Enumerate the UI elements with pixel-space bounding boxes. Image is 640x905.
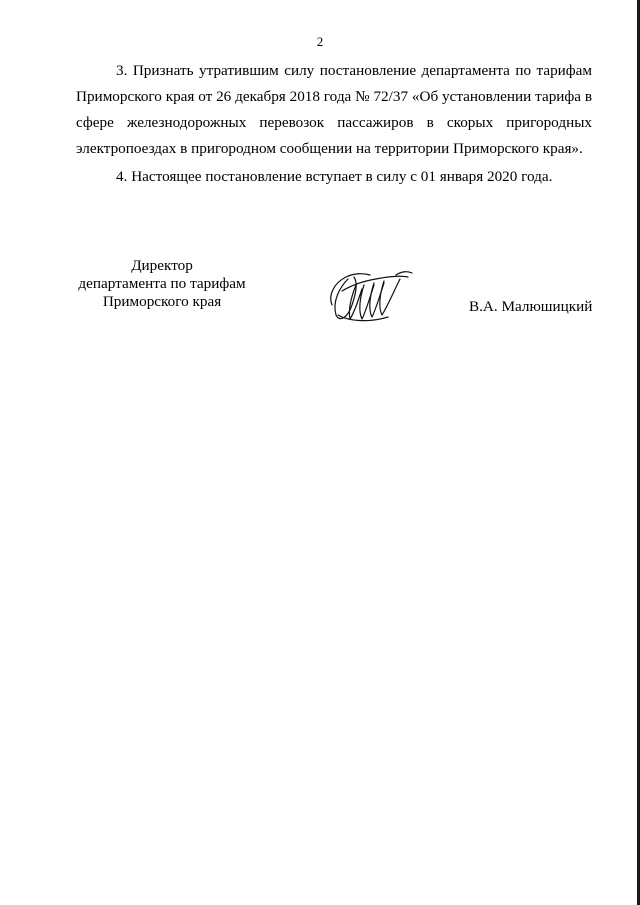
signer-name: В.А. Малюшицкий	[469, 298, 593, 315]
position-line-2: департамента по тарифам	[78, 275, 246, 292]
handwritten-signature-icon	[318, 265, 414, 327]
position-line-1: Директор	[131, 257, 193, 274]
paragraph-3	[76, 58, 592, 162]
paragraph-4	[76, 164, 592, 190]
paragraph-4-label: 4.	[116, 168, 128, 185]
signer-position	[62, 257, 262, 311]
position-line-3: Приморского края	[102, 293, 222, 310]
signature-block	[0, 257, 640, 337]
document-body	[76, 58, 592, 190]
paragraph-3-label: 3.	[116, 62, 128, 79]
page-number: 2	[316, 34, 324, 49]
paragraph-3-text: Признать утратившим силу постановление департамента по тарифам Приморского края от 26 декабря 2018 года № 72/37 «Об установлении тарифа в сфере железнодорожных перевозок пассажиров в скорых пригородных электропоездах в пригородном сообщении на территории Приморского края».	[76, 62, 592, 157]
paragraph-4-text: Настоящее постановление вступает в силу с 01 января 2020 года.	[131, 168, 553, 185]
